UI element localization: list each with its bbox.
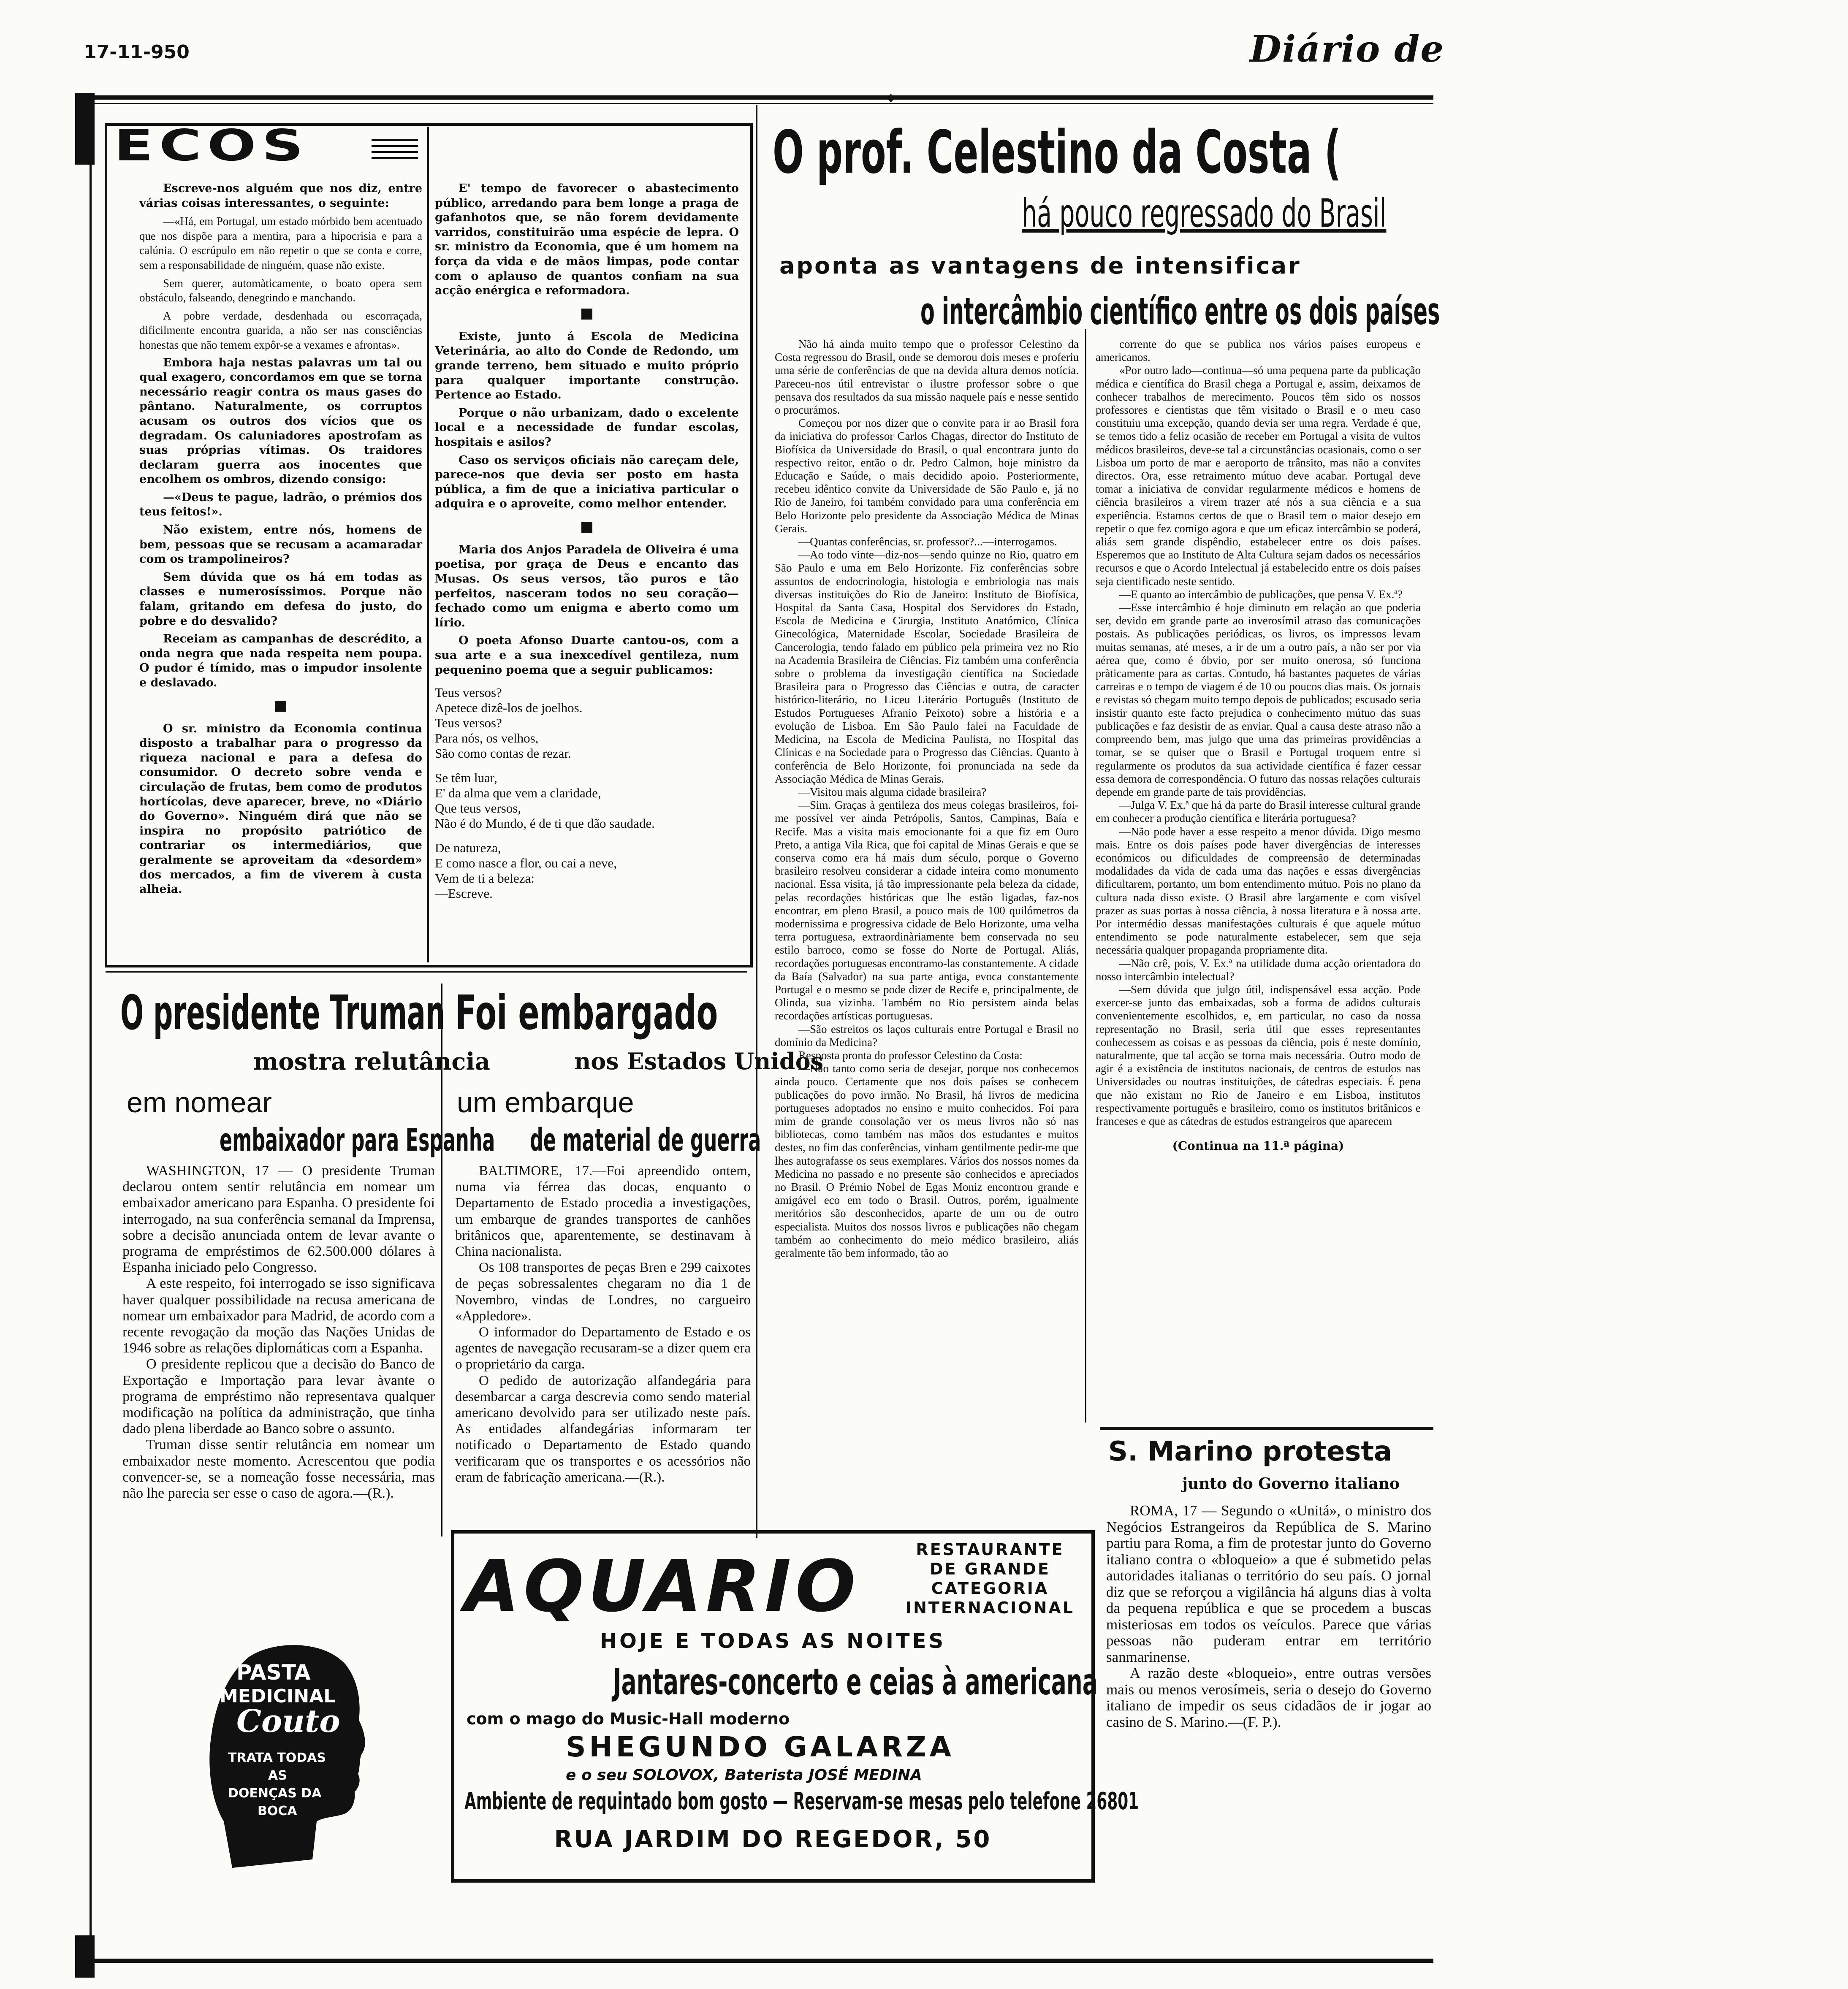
aquario-tag-line: INTERNACIONAL [905, 1599, 1075, 1617]
celestino-paragraph: —E quanto ao intercâmbio de publicações, que pensa V. Ex.ª? [1119, 588, 1403, 601]
celestino-subhead-text: há pouco regressado do Brasil [1022, 191, 1387, 236]
pasta-line3: TRATA TODAS [228, 1751, 326, 1765]
ecos-paragraph: Sem querer, automàticamente, o boato opera sem obstáculo, falseando, denegrindo e manchando. [139, 276, 422, 304]
masthead-title: Diário de [1250, 28, 1445, 70]
celestino-col2 [1096, 338, 1421, 1153]
aquario-tag-line: CATEGORIA [931, 1579, 1049, 1598]
celestino-divider [1085, 329, 1086, 1423]
left-border [90, 95, 92, 1970]
aquario-line6 [464, 1788, 1139, 1821]
truman-deck3-text: embaixador para Espanha [220, 1122, 495, 1158]
marino-subhead: junto do Governo italiano [1182, 1475, 1400, 1493]
embargado-paragraph: Os 108 transportes de peças Bren e 299 caixotes de peças sobressalentes chegaram no dia 1 de Novembro, vindas de Londres, no cargueiro «Appledore». [455, 1260, 751, 1324]
ecos-right-column [435, 182, 739, 901]
poem-line: Para nós, os velhos, [435, 731, 539, 746]
celestino-paragraph: —Sim. Graças à gentileza dos meus colegas brasileiros, foi-me possível ver ainda Petrópolis, Santos, Campinas, Baía e Recife. Mas a visita mais emocionante foi a que fiz em Ouro Preto, a antiga Vila Rica, que foi capital de Minas Gerais e que se conserva como era há mais dum século, porque o Governo brasileiro resolveu considerar a cidade inteira como monumento nacional. Essa visita, já tão impressionante pela beleza da cidade, pelas recordações históricas que lhe estão ligadas, faz-nos encontrar, em pleno Brasil, a pouco mais de 100 quilómetros da modernissima e progressiva cidade de Belo Horizonte, uma velha terra portuguesa, extraordinàriamente bem conservada no seu estilo barroco, como se fosse do Norte de Portugal. Aliás, recordações portuguesas encontramo-las constantemente. A cidade da Baía (Salvador) na sua parte antiga, evoca constantemente Portugal e o mesmo se pode dizer de Recife e, principalmente, de Olinda, sua vizinha. Também no Rio persistem ainda belas recordações artísticas portuguesas. [775, 799, 1079, 1022]
aquario-line1: HOJE E TODAS AS NOITES [600, 1629, 946, 1653]
celestino-deck1-text: aponta as vantagens de intensificar [779, 252, 1301, 279]
marino-headline: S. Marino protesta [1108, 1436, 1392, 1467]
poem-line: —Escreve. [435, 886, 493, 901]
marino-paragraph: A razão deste «bloqueio», entre outras versões mais ou menos verosímeis, seria o desejo do Governo italiano de impedir os seus cidadãos de ir jogar ao casino de S. Marino.—(F. P.). [1106, 1665, 1431, 1730]
aquario-line2 [464, 1661, 1098, 1703]
celestino-subhead [1022, 191, 1436, 237]
celestino-paragraph: —Sem dúvida que julgo útil, indispensável essa acção. Pode exercer-se junto das embaixadas, sob a forma de adidos culturais convenientemente escolhidos, e, em particular, no caso da nossa representação no Brasil, seria útil que esses representantes conhecessem as coisas e as pessoas da ciência, pois é neste domínio, naturalmente, que tal acção se torna mais necessária. Outro modo de agir é a existência de institutos nacionais, de centros de estudos nas Universidades ou noutras instituições, de cátedras especiais. É pena que não existam no Rio de Janeiro e em Lisboa, institutos respectivamente português e brasileiro, como os institutos britânicos e franceses e que as cátedras de estudos estrangeiros que aparecem [1096, 983, 1421, 1127]
page-date: 17-11-950 [84, 41, 190, 63]
celestino-deck1 [779, 252, 1328, 286]
embargado-deck3-text: de material de guerra [530, 1122, 761, 1158]
celestino-col1 [775, 338, 1079, 1260]
celestino-paragraph: —São estreitos os laços culturais entre Portugal e Brasil no domínio da Medicina? [775, 1022, 1079, 1049]
celestino-headline-text: O prof. Celestino da Costa ( [773, 118, 1341, 187]
ecos-left-column [139, 182, 422, 900]
celestino-paragraph: —Ao todo vinte—diz-nos—sendo quinze no Rio, quatro em São Paulo e uma em Belo Horizonte. Fiz conferências sobre assuntos de endocrinologia, histologia e embriologia nas mais diversas instituições do Rio de Janeiro: Instituto de Biofísica, Hospital da Santa Casa, Hospital dos Servidores do Estado, Escola de Medicina e Cirurgia, Instituto Anatómico, Clínica Ginecológica, Maternidade Escolar, Sociedade Brasileira de Cancerologia, tendo falado em público pela primeira vez no Rio na Academia Brasileira de Ciências. Fiz também uma conferência sobre o problema da investigação científica na Sociedade Brasileira para o Progresso das Ciências e outra, de caracter histórico-literário, no Liceu Literário Português (Instituto de Estudos Portugueses Afranio Peixoto) sobre a história e a evolução de Lisboa. Em São Paulo falei na Faculdade de Medicina, na Escola de Medicina Paulista, no Hospital das Clínicas e na Sociedade para o Progresso das Ciências. Quanto à conferência de Belo Horizonte, foi pronunciada na sede da Associação Médica de Minas Gerais. [775, 548, 1079, 785]
ecos-paragraph: Embora haja nestas palavras um tal ou qual exagero, concordamos em que se torna necessário reagir contra os maus gases do pântano. Naturalmente, os corruptos acusam os outros dos vícios que os degradam. Os caluniadores apostrofam as suas próprias vítimas. Os traidores declaram guerra aos inocentes que encolhem os ombros, dizendo consigo: [139, 356, 422, 486]
poem-line: Que teus versos, [435, 801, 521, 816]
poem-line [435, 831, 739, 840]
pasta-line1: PASTA [236, 1660, 311, 1685]
embargado-deck1: nos Estados Unidos [574, 1048, 823, 1075]
pasta-line5: DOENÇAS DA [228, 1786, 322, 1801]
ecos-paragraph: Caso os serviços oficiais não careçam dele, parece-nos que devia ser posto em hasta pública, a fim de que a iniciativa particular o adquira e o aproveite, como melhor entender. [435, 453, 739, 511]
truman-paragraph: O presidente replicou que a decisão do Banco de Exportação e Importação para levar àvante o programa de empréstimo não representava qualquer modificação na política da administração, que tinha dado plena liberdade ao Banco sobre o assunto. [122, 1356, 435, 1437]
embargado-headline-text: Foi embargado [455, 986, 718, 1041]
celestino-paragraph: corrente do que se publica nos vários países europeus e americanos. [1096, 338, 1421, 364]
celestino-paragraph: —Visitou mais alguma cidade brasileira? [798, 785, 987, 798]
ecos-title-lines [372, 139, 418, 169]
poem-line: São como contas de rezar. [435, 746, 571, 761]
pasta-line6: BOCA [258, 1804, 297, 1818]
poem-line: E' da alma que vem a claridade, [435, 786, 601, 801]
ecos-column-divider [427, 127, 429, 962]
poem-line: Apetece dizê-los de joelhos. [435, 700, 583, 715]
section-bullet [581, 309, 592, 320]
truman-headline-text: O presidente Truman [120, 986, 445, 1041]
bottom-rule [89, 1959, 1433, 1963]
aquario-line7: RUA JARDIM DO REGEDOR, 50 [554, 1826, 992, 1853]
aquario-line5: e o seu SOLOVOX, Baterista JOSÉ MEDINA [566, 1767, 922, 1784]
embargado-paragraph: O pedido de autorização alfandegária para desembarcar a carga descrevia como sendo material americano devolvido para ser utilizado neste país. As entidades alfandegárias informaram ter notificado o Departamento de Estado quando verificaram que os transportes e os acessórios não eram de fabricação americana.—(R.). [455, 1373, 751, 1485]
pasta-brand: Couto [236, 1703, 340, 1740]
embargado-deck3 [530, 1122, 761, 1160]
embargado-body [455, 1163, 751, 1485]
ecos-title [114, 121, 367, 175]
ecos-bottom-rule [106, 971, 747, 973]
celestino-paragraph: Começou por nos dizer que o convite para ir ao Brasil fora da iniciativa do professor Carlos Chagas, director do Instituto de Biofísica da Universidade do Brasil, o qual encontrara junto do respectivo reitor, então o dr. Pedro Calmon, hoje ministro da Educação e Saúde, o mais decidido apoio. Posteriormente, recebeu idêntico convite da Universidade de São Paulo e, já no Rio de Janeiro, foi também convidado para uma conferência em Belo Horizonte pelo presidente da Associação Médica de Minas Gerais. [775, 417, 1079, 535]
truman-headline [120, 986, 445, 1041]
top-rule-thin [89, 103, 1433, 104]
embargado-headline [455, 986, 751, 1041]
top-rule-thick [89, 95, 1433, 100]
truman-body [122, 1163, 435, 1501]
truman-paragraph: Truman disse sentir relutância em nomear um embaixador neste momento. Acrescentou que podia convencer-se, se a nomeação fosse necessária, mas não lhe parecia ser esse o caso de agora.—(R.). [122, 1437, 435, 1501]
marino-paragraph: ROMA, 17 — Segundo o «Unitá», o ministro dos Negócios Estrangeiros da República de S. Marino partiu para Roma, a fim de protestar junto do Governo italiano contra o «bloqueio» a que é submetido pelas autoridades italianas o território do seu país. O jornal diz que se reforçou a vigilância há alguns dias à volta da pequena república e que se procedem a buscas misteriosas em todos os veículos. Parece que várias pessoas não puderam entrar em território sanmarinense. [1106, 1502, 1431, 1665]
ecos-poem [435, 685, 739, 901]
pasta-line4: AS [268, 1768, 287, 1783]
embargado-paragraph: BALTIMORE, 17.—Foi apreendido ontem, numa via férrea das docas, enquanto o Departamento de Estado procedia a investigações, um embarque de grandes transportes de canhões britânicos que, aparentemente, se destinavam à China nacionalista. [455, 1163, 751, 1260]
pasta-line2: MEDICINAL [220, 1686, 336, 1707]
masthead [1250, 28, 1445, 74]
celestino-deck2 [920, 290, 1440, 333]
poem-line: De natureza, [435, 840, 501, 856]
ecos-paragraph: E' tempo de favorecer o abastecimento público, arredando para bem longe a praga de gafanhotos que, se não forem devidamente varridos, constituirão uma espécie de lepra. O sr. ministro da Economia, que é um homem na força da vida e de mãos limpas, pode contar com o aplauso de quantos confiam na sua acção enérgica e reformadora. [435, 182, 739, 298]
poem-line: Teus versos? [435, 715, 502, 731]
section-bullet [581, 522, 592, 533]
ecos-paragraph: Não existem, entre nós, homens de bem, pessoas que se recusam a acamaradar com os trampolineiros? [139, 523, 422, 566]
aquario-tag-line: RESTAURANTE [916, 1540, 1064, 1559]
poem-line: Se têm luar, [435, 770, 497, 786]
poem-line: Não é do Mundo, é de ti que dão saudade. [435, 816, 655, 831]
ecos-paragraph: —«Deus te pague, ladrão, o prémios dos teus feitos!». [139, 490, 422, 519]
aquario-line4: SHEGUNDO GALARZA [566, 1731, 955, 1763]
celestino-paragraph: Resposta pronta do professor Celestino da Costa: [798, 1049, 1023, 1062]
ecos-paragraph: Sem dúvida que os há em todas as classes e numerosíssimos. Porque não falam, gritando em defesa do justo, do pobre e do desvalido? [139, 570, 422, 628]
ecos-paragraph: A pobre verdade, desdenhada ou escorraçada, dificilmente encontra guarida, a não ser nas consciências honestas que não temem expôr-se a vexames e afrontas». [139, 309, 422, 351]
aquario-name [464, 1545, 887, 1628]
celestino-continued: (Continua na 11.ª página) [1172, 1139, 1344, 1153]
truman-deck1: mostra relutância [253, 1048, 490, 1076]
ecos-title-text: ECOS [114, 121, 309, 171]
ecos-paragraph: Escreve-nos alguém que nos diz, entre várias coisas interessantes, o seguinte: [139, 182, 422, 210]
truman-paragraph: A este respeito, foi interrogado se isso significava haver qualquer possibilidade na recusa americana de nomear um embaixador para Madrid, de acordo com a recente revogação da moção das Nações Unidas de 1946 sobre as relações diplomáticas com a Espanha. [122, 1276, 435, 1356]
marino-body [1106, 1503, 1431, 1730]
column-divider-main [756, 105, 757, 1538]
celestino-paragraph: —Não pode haver a esse respeito a menor dúvida. Digo mesmo mais. Entre os dois países pode haver divergências de interesses económicos ou dificuldades de compreensão de determinadas modalidades da vida de cada uma das nações e essas divergências dificultarem, portanto, um bom entendimento mútuo. Pois no plano da cultura nada disso existe. O Brasil abre largamente e com visível prazer as suas portas à nossa ciência, à nossa literatura e à nossa arte. Por intermédio dessas manifestações culturais é que aquele mútuo entendimento se pode naturalmente estabelecer, sem que seja necessária qualquer propaganda propriamente dita. [1096, 825, 1421, 957]
aquario-name-text: AQUARIO [464, 1545, 860, 1628]
truman-deck3 [220, 1122, 495, 1160]
ecos-paragraph: —«Há, em Portugal, um estado mórbido bem acentuado que nos dispõe para a mentira, para a hipocrisia e para a calúnia. O escrúpulo em não repetir o que se conta e corre, sem a responsabilidade de ninguém, quase não existe. [139, 215, 422, 271]
ecos-paragraph: Receiam as campanhas de descrédito, a onda negra que nada respeita nem poupa. O pudor é tímido, mas o impudor insolente e deslavado. [139, 632, 422, 689]
left-bar-top [75, 93, 95, 165]
truman-paragraph: WASHINGTON, 17 — O presidente Truman declarou ontem sentir relutância em nomear um embaixador americano para Espanha. O presidente foi interrogado, na sua conferência semanal da Imprensa, sobre a decisão anunciada ontem de levar avante o programa de empréstimos de 62.500.000 dólares à Espanha iniciado pelo Congresso. [122, 1163, 435, 1276]
aquario-tags [895, 1540, 1085, 1618]
aquario-line2-text: Jantares-concerto e ceias à americana [613, 1661, 1098, 1703]
poem-line: Teus versos? [435, 685, 502, 700]
celestino-deck2-text: o intercâmbio científico entre os dois países [920, 290, 1440, 333]
embargado-deck2: um embarque [457, 1087, 634, 1119]
aquario-line6-text: Ambiente de requintado bom gosto — Reservam-se mesas pelo telefone 26801 [464, 1788, 1139, 1815]
poem-line: Vem de ti a beleza: [435, 871, 535, 886]
celestino-paragraph: —Não crê, pois, V. Ex.ª na utilidade duma acção orientadora do nosso intercâmbio intelectual? [1096, 957, 1421, 983]
celestino-paragraph: Não há ainda muito tempo que o professor Celestino da Costa regressou do Brasil, onde se demorou dois meses e proferiu uma série de conferências de que na devida altura demos notícia. Pareceu-nos útil entrevistar o ilustre professor sobre o que pensava dos resultados da sua missão naquele país e nesse sentido o procurámos. [775, 338, 1079, 417]
ecos-paragraph: Existe, junto á Escola de Medicina Veterinária, ao alto do Conde de Redondo, um grande terreno, bem situado e muito próprio para qualquer importante construção. Pertence ao Estado. [435, 330, 739, 402]
poem-line: E como nasce a flor, ou cai a neve, [435, 856, 617, 871]
section-bullet [275, 701, 286, 712]
celestino-paragraph: —Julga V. Ex.ª que há da parte do Brasil interesse cultural grande em conhecer a produção científica e literária portuguesa? [1096, 799, 1421, 825]
ecos-paragraph: Maria dos Anjos Paradela de Oliveira é uma poetisa, por graça de Deus e encanto das Musas. Os seus versos, tão puros e tão perfeitos, nasceram todos no seu coração—fechado como um enigma e aberto como um lírio. [435, 543, 739, 629]
poem-line [435, 761, 739, 770]
ecos-paragraph: O poeta Afonso Duarte cantou-os, com a sua arte e a sua inexcedível gentileza, num pequenino poema que a seguir publicamos: [435, 634, 739, 677]
truman-deck2: em nomear [127, 1087, 272, 1119]
celestino-paragraph: —Não tanto como seria de desejar, porque nos conhecemos ainda pouco. Certamente que nos dois países se conhecem publicações do povo irmão. No Brasil, há livros de medicina portugueses adoptados no ensino e muito conhecidos. Foi para mim de grande consolação ver os meus livros não só nas bibliotecas, como também nas mãos dos estudantes e muitos destes, no fim das conferências, vinham gentilmente pedir-me que lhes autografasse os seus exemplares. Vários dos nossos nomes da Medicina no passado e no presente são conhecidos e apreciados no Brasil. O Prémio Nobel de Egas Moniz encontrou grande e amigável eco em todo o Brasil. Outros, porém, igualmente meritórios são desconhecidos, aparte de um ou de outro especialista. Muitos dos nossos livros e publicações não chegam também ao conhecimento do meio médico brasileiro, aliás geralmente tão bem informado, tão ao [775, 1062, 1079, 1260]
left-bar-bottom [75, 1935, 95, 1978]
aquario-tag-line: DE GRANDE [930, 1560, 1050, 1578]
aquario-line3: com o mago do Music-Hall moderno [467, 1710, 790, 1728]
celestino-paragraph: «Por outro lado—continua—só uma pequena parte da publicação médica e científica do Brasil chega a Portugal e, assim, deixamos de conhecer trabalhos de merecimento. Poucos têm sido os nossos professores e cientistas que têm visitado o Brasil e o meu caso constituiu uma excepção, quando devia ser uma regra. Verdade é que, se temos tido a feliz ocasião de receber em Portugal a visita de vultos médicos brasileiros, deve-se tal a circunstâncias ocasionais, como o ser Lisboa um porto de mar e aeroporto de trânsito, mas não a convites directos. Ora, esse retraimento mútuo deve acabar. Portugal deve tomar a iniciativa de convidar regularmente médicos e homens de ciência brasileiros a virem trazer até nós a sua ciência e a sua experiência. Estamos certos de que o Brasil tem o maior desejo em repetir o que fez comigo agora e que um eficaz intercâmbio se poderá, aliás sem grande dispêndio, estabelecer entre os dois países. Esperemos que ao Instituto de Alta Cultura sejam dados os necessários recursos e que o Acordo Intelectual já estabelecido entre os dois países seja cientificado neste sentido. [1096, 364, 1421, 588]
celestino-headline [773, 118, 1431, 190]
pasta-ad [198, 1640, 376, 1876]
ecos-paragraph: Porque o não urbanizam, dado o excelente local e a necessidade de fundar escolas, hospitais e asilos? [435, 406, 739, 449]
ecos-paragraph: O sr. ministro da Economia continua disposto a trabalhar para o progresso da riqueza nacional e para a defesa do consumidor. O decreto sobre venda e circulação de frutas, bem como de produtos hortícolas, deve aparecer, breve, no «Diário do Governo». Ninguém dirá que não se inspira no propósito patriótico de contrariar os intermediários, que geralmente se aproveitam da «desordem» dos mercados, a fim de viverem à custa alheia. [139, 722, 422, 896]
celestino-paragraph: —Esse intercâmbio é hoje diminuto em relação ao que poderia ser, devido em grande parte ao inverosímil atraso das comunicações postais. As publicações periódicas, os livros, os impressos levam muitas semanas, até meses, a ir de um a outro país, a não ser por via aérea que, como é óbvio, por ser muito onerosa, só funciona pràticamente para as cartas. Contudo, há bastantes paquetes de várias carreiras e o tempo de viagem é de 10 ou poucos dias mais. Os jornais e revistas só chegam muito tempo depois de publicados; escusado seria insistir quanto este facto prejudica o conhecimento mútuo das suas publicações e faz desistir de as enviar. Qual a causa deste atraso não a compreendo bem, mas julgo que uma das primeiras providências a tomar, se se quiser que o Brasil e Portugal troquem entre si regularmente os produtos da sua actividade científica é fazer cessar essa demora de correspondência. O futuro das nossas relações culturais depende em grande parte de tais providências. [1096, 601, 1421, 798]
embargado-paragraph: O informador do Departamento de Estado e os agentes de navegação recusaram-se a dizer quem era o proprietário da carga. [455, 1325, 751, 1372]
celestino-paragraph: —Quantas conferências, sr. professor?...—interrogamos. [798, 535, 1057, 548]
marino-top-rule [1100, 1427, 1433, 1430]
